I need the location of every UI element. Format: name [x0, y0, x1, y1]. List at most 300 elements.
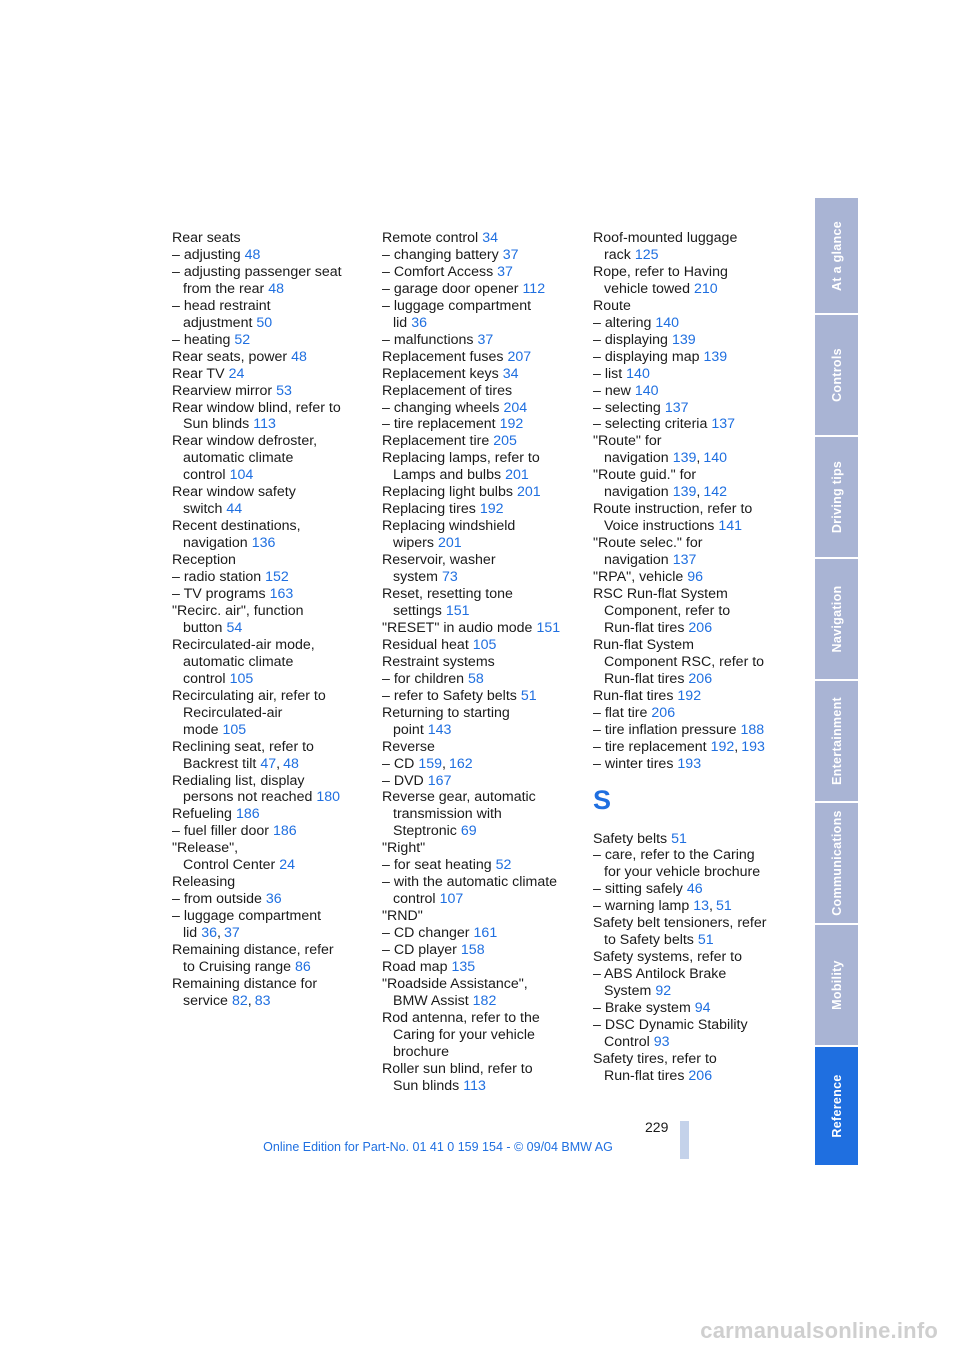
- index-entry: [593, 450, 793, 467]
- page-link[interactable]: 139: [672, 484, 697, 501]
- page-link[interactable]: 34: [502, 365, 519, 382]
- page-link[interactable]: 151: [536, 619, 561, 636]
- page-link[interactable]: 51: [715, 898, 732, 915]
- index-entry: [593, 1017, 793, 1034]
- page-link[interactable]: 206: [688, 619, 713, 636]
- index-entry: [593, 603, 793, 620]
- index-entry: [593, 932, 793, 949]
- index-entry-text: Rear seats, power: [172, 348, 288, 365]
- page-link[interactable]: 182: [472, 992, 497, 1009]
- page-link[interactable]: 135: [451, 958, 476, 975]
- index-entry-text: – for seat heating: [382, 857, 492, 874]
- page-link[interactable]: 141: [718, 518, 743, 535]
- index-entry: [172, 298, 372, 315]
- tab-navigation[interactable]: [815, 559, 858, 681]
- index-entry: [172, 484, 372, 501]
- page-link[interactable]: 180: [316, 789, 341, 806]
- index-entry-text: "Route selec." for: [593, 535, 703, 552]
- index-entry-text: – adjusting passenger seat: [172, 263, 342, 280]
- page-link[interactable]: 163: [269, 586, 294, 603]
- page-link[interactable]: 13: [693, 898, 709, 915]
- index-entry-text: Lamps and bulbs: [393, 467, 502, 484]
- page-link[interactable]: 37: [223, 925, 240, 942]
- index-entry: [593, 433, 793, 450]
- page-link[interactable]: 36: [411, 314, 427, 331]
- index-entry: [382, 1044, 582, 1061]
- index-entry: [382, 1027, 582, 1044]
- index-entry: [382, 349, 582, 366]
- index-entry: [382, 366, 582, 383]
- page-link[interactable]: 93: [653, 1033, 670, 1050]
- index-entry: [382, 891, 582, 908]
- page-link[interactable]: 137: [672, 552, 697, 569]
- index-entry-text: "RPA", vehicle: [593, 569, 684, 586]
- index-entry: [382, 450, 582, 467]
- index-entry: [593, 864, 793, 881]
- tab-label: Reference: [829, 1074, 844, 1138]
- index-entry-text: – luggage compartment: [172, 908, 322, 925]
- page-number: 229: [645, 1119, 669, 1135]
- index-entry-text: Recirculated-air mode,: [172, 636, 315, 653]
- index-entry: [382, 823, 582, 840]
- index-entry: [382, 976, 582, 993]
- page-link[interactable]: 137: [711, 416, 736, 433]
- index-entry-text: Roof-mounted luggage: [593, 230, 738, 246]
- page-link[interactable]: 50: [256, 314, 273, 331]
- index-entry: [382, 315, 582, 332]
- page-link[interactable]: 201: [438, 535, 462, 552]
- index-entry: [172, 637, 372, 654]
- index-entry-text: "RESET" in audio mode: [382, 619, 533, 636]
- index-entry-text: – sitting safely: [593, 881, 683, 898]
- index-entry: [172, 756, 372, 773]
- index-entry-text: – Brake system: [593, 1000, 691, 1017]
- page-link[interactable]: 83: [254, 992, 271, 1009]
- index-entry: [593, 898, 793, 915]
- index-entry-text: – with the automatic climate: [382, 874, 558, 891]
- page-link[interactable]: 82: [231, 992, 248, 1009]
- index-entry-text: Remote control: [382, 230, 479, 246]
- page-link[interactable]: 125: [634, 246, 659, 263]
- index-entry: [382, 857, 582, 874]
- index-entry-text: – tire replacement: [382, 416, 496, 433]
- index-entry: [593, 705, 793, 722]
- index-entry-text: – radio station: [172, 569, 262, 586]
- page-link[interactable]: 201: [516, 484, 541, 501]
- index-entry: [172, 874, 372, 891]
- index-entry-text: – displaying map: [593, 348, 700, 365]
- index-entry-text: Rope, refer to Having: [593, 263, 728, 280]
- index-entry-text: control: [183, 467, 226, 484]
- page-link[interactable]: 161: [473, 925, 498, 942]
- index-entry-text: System: [604, 983, 652, 1000]
- page-link[interactable]: 140: [703, 450, 727, 467]
- page-link[interactable]: 137: [664, 399, 689, 416]
- index-entry: [172, 383, 372, 400]
- index-entry: [382, 637, 582, 654]
- page-link[interactable]: 206: [688, 670, 713, 687]
- index-entry-text: navigation: [604, 484, 669, 501]
- page-link[interactable]: 192: [677, 687, 702, 704]
- index-entry-text: Releasing: [172, 874, 236, 891]
- index-entry-text: Replacing tires: [382, 501, 476, 518]
- index-entry-text: – winter tires: [593, 755, 674, 772]
- index-entry: [382, 264, 582, 281]
- index-entry: [593, 1034, 793, 1051]
- page-link[interactable]: 48: [268, 280, 284, 297]
- page-link[interactable]: 159: [418, 755, 442, 772]
- footer: [0, 1140, 960, 1154]
- index-entry: [382, 298, 582, 315]
- index-entry: [172, 688, 372, 705]
- page-link[interactable]: 162: [448, 755, 473, 772]
- page-link[interactable]: 37: [477, 331, 494, 348]
- index-entry: [172, 349, 372, 366]
- index-entry-text: – CD: [382, 755, 415, 772]
- page-link[interactable]: 51: [520, 687, 537, 704]
- page-link[interactable]: 192: [710, 738, 735, 755]
- index-entry: [593, 637, 793, 654]
- page-link[interactable]: 37: [502, 246, 519, 263]
- page-link[interactable]: 140: [655, 314, 680, 331]
- index-entry: [172, 400, 372, 417]
- index-entry-text: – refer to Safety belts: [382, 687, 517, 704]
- page-link[interactable]: 48: [244, 246, 261, 263]
- page-link[interactable]: 24: [228, 365, 245, 382]
- index-entry-text: Control Center: [183, 857, 276, 874]
- page-link[interactable]: 92: [655, 983, 672, 1000]
- page-link[interactable]: 158: [460, 942, 485, 959]
- page-link[interactable]: 113: [253, 416, 276, 433]
- index-entry: [593, 366, 793, 383]
- index-entry-text: persons not reached: [183, 789, 313, 806]
- page-link[interactable]: 107: [439, 891, 464, 908]
- index-entry-text: Run-flat tires: [593, 687, 674, 704]
- index-entry-text: Reset, resetting tone: [382, 586, 513, 603]
- page-link[interactable]: 44: [226, 501, 243, 518]
- index-entry-text: "Route" for: [593, 433, 662, 450]
- index-entry: [382, 247, 582, 264]
- index-entry: [382, 806, 582, 823]
- index-entry-text: Rod antenna, refer to the: [382, 1009, 540, 1026]
- index-entry: [382, 569, 582, 586]
- index-entry: [172, 806, 372, 823]
- index-entry: [382, 535, 582, 552]
- index-entry: [172, 281, 372, 298]
- index-entry-text: Refueling: [172, 806, 232, 823]
- tab-label: Entertainment: [829, 697, 844, 785]
- index-entry-text: from the rear: [183, 280, 265, 297]
- index-entry: [172, 552, 372, 569]
- page-link[interactable]: 139: [672, 450, 697, 467]
- index-entry-text: "Release",: [172, 840, 239, 857]
- index-entry: [172, 416, 372, 433]
- index-entry: [172, 433, 372, 450]
- index-entry-text: – CD player: [382, 942, 457, 959]
- index-entry-text: Residual heat: [382, 636, 469, 653]
- index-entry-text: Route instruction, refer to: [593, 501, 753, 518]
- page-link[interactable]: 140: [626, 365, 650, 382]
- page-link[interactable]: 53: [276, 382, 292, 399]
- index-entry: [593, 620, 793, 637]
- page-link[interactable]: 105: [472, 636, 497, 653]
- page-separator: ,: [709, 898, 713, 915]
- index-entry: [172, 535, 372, 552]
- index-entry: [382, 773, 582, 790]
- page-separator: ,: [734, 738, 739, 755]
- watermark: carmanualsonline.info: [700, 1318, 938, 1343]
- index-entry-text: Restraint systems: [382, 653, 495, 670]
- tab-label: Communications: [829, 810, 844, 916]
- page-link[interactable]: 139: [671, 331, 696, 348]
- page-link[interactable]: 142: [703, 484, 727, 501]
- index-entry-text: Redialing list, display: [172, 772, 305, 789]
- index-entry-text: point: [393, 721, 424, 738]
- page-link[interactable]: 24: [279, 857, 296, 874]
- index-entry-text: Replacement fuses: [382, 348, 504, 365]
- index-entry: [593, 416, 793, 433]
- index-entry: [172, 315, 372, 332]
- page-link[interactable]: 37: [497, 263, 513, 280]
- page-link[interactable]: 113: [463, 1077, 486, 1094]
- index-entry: [593, 722, 793, 739]
- index-entry-text: automatic climate: [183, 653, 294, 670]
- index-entry-text: – luggage compartment: [382, 297, 532, 314]
- index-entry-text: Rear window blind, refer to: [172, 399, 341, 416]
- index-entry: [382, 603, 582, 620]
- page-link[interactable]: 188: [740, 721, 765, 738]
- index-entry-text: Run-flat System: [593, 636, 694, 653]
- index-entry-text: Voice instructions: [604, 518, 715, 535]
- index-entry: [593, 881, 793, 898]
- index-entry-text: Roller sun blind, refer to: [382, 1060, 533, 1077]
- index-entry-text: to Cruising range: [183, 958, 292, 975]
- page-link[interactable]: 151: [445, 602, 470, 619]
- page-link[interactable]: 48: [283, 755, 299, 772]
- index-entry: [172, 467, 372, 484]
- index-entry-text: navigation: [604, 450, 669, 467]
- page-link[interactable]: 34: [482, 230, 498, 246]
- page-link[interactable]: 69: [460, 823, 477, 840]
- index-letter-heading: S: [593, 784, 612, 815]
- index-entry-text: brochure: [393, 1043, 449, 1060]
- index-entry: [172, 332, 372, 349]
- page-link[interactable]: 167: [427, 772, 452, 789]
- tab-controls[interactable]: [815, 315, 858, 437]
- page-link[interactable]: 192: [499, 416, 524, 433]
- index-entry: [172, 908, 372, 925]
- index-entry: [382, 467, 582, 484]
- index-entry: [382, 620, 582, 637]
- index-entry: [593, 847, 793, 864]
- index-entry-text: Backrest tilt: [183, 755, 257, 772]
- index-entry-text: – tire replacement: [593, 738, 707, 755]
- tab-label: Controls: [829, 348, 844, 402]
- index-entry-text: Control: [604, 1033, 650, 1050]
- page-link[interactable]: 105: [229, 670, 254, 687]
- tab-at-a-glance[interactable]: [815, 198, 858, 315]
- index-entry-text: Sun blinds: [393, 1077, 460, 1094]
- index-entry-text: Rear window defroster,: [172, 433, 318, 450]
- index-entry-text: transmission with: [393, 806, 502, 823]
- index-entry-text: "RND": [382, 908, 423, 925]
- index-entry: [382, 789, 582, 806]
- index-entry-text: BMW Assist: [393, 992, 469, 1009]
- index-entry-text: RSC Run-flat System: [593, 586, 728, 603]
- index-entry-text: Remaining distance, refer: [172, 942, 334, 959]
- index-entry-text: – fuel filler door: [172, 823, 269, 840]
- index-entry: [382, 400, 582, 417]
- footer-text: Online Edition for Part-No. 01 41 0 159 154 - © 09/04 BMW AG: [263, 1140, 613, 1154]
- index-entry-text: Safety tires, refer to: [593, 1050, 717, 1067]
- index-entry-text: – changing battery: [382, 246, 499, 263]
- page-link[interactable]: 48: [291, 348, 307, 365]
- page-link[interactable]: 186: [273, 823, 297, 840]
- index-entry-text: navigation: [604, 552, 669, 569]
- page-link[interactable]: 51: [671, 830, 687, 847]
- page-link[interactable]: 136: [251, 535, 276, 552]
- index-entry: [593, 966, 793, 983]
- index-entry-text: – flat tire: [593, 704, 648, 721]
- index-entry: [593, 501, 793, 518]
- page-link[interactable]: 58: [468, 670, 484, 687]
- index-entry-text: – tire inflation pressure: [593, 721, 737, 738]
- index-entry-text: "Right": [382, 840, 426, 857]
- index-entry: [593, 654, 793, 671]
- page-link[interactable]: 204: [503, 399, 528, 416]
- index-entry: [172, 671, 372, 688]
- page-link[interactable]: 51: [697, 932, 714, 949]
- page-link[interactable]: 94: [694, 1000, 711, 1017]
- page-link[interactable]: 96: [687, 569, 704, 586]
- index-entry: [593, 569, 793, 586]
- index-entry: [172, 450, 372, 467]
- index-entry: [382, 942, 582, 959]
- index-entry: [593, 383, 793, 400]
- page-link[interactable]: 112: [522, 280, 546, 297]
- page-link[interactable]: 86: [295, 958, 311, 975]
- tab-entertainment[interactable]: [815, 681, 858, 803]
- page-link[interactable]: 36: [265, 891, 282, 908]
- index-entry-text: – changing wheels: [382, 399, 500, 416]
- page-link[interactable]: 207: [507, 348, 532, 365]
- tab-mobility[interactable]: [815, 925, 858, 1047]
- index-entry: [382, 383, 582, 400]
- index-entry: [382, 959, 582, 976]
- index-entry: [593, 831, 793, 848]
- index-entry-text: control: [183, 670, 226, 687]
- page-link[interactable]: 193: [677, 755, 702, 772]
- page-link[interactable]: 210: [693, 280, 718, 297]
- page-link[interactable]: 52: [234, 331, 251, 348]
- index-entry-text: – DVD: [382, 772, 424, 789]
- index-entry-text: button: [183, 619, 223, 636]
- index-entry: [382, 416, 582, 433]
- page-link[interactable]: 54: [226, 619, 243, 636]
- page-link[interactable]: 105: [222, 721, 247, 738]
- index-entry-text: adjustment: [183, 314, 253, 331]
- index-entry-text: Replacement keys: [382, 365, 499, 382]
- index-column-3: [593, 230, 793, 1085]
- tab-label: At a glance: [829, 220, 844, 291]
- index-entry-text: Safety belts: [593, 830, 668, 847]
- index-entry: [382, 518, 582, 535]
- page-link[interactable]: 140: [634, 382, 659, 399]
- page-link[interactable]: 152: [265, 569, 289, 586]
- page-link[interactable]: 46: [686, 881, 703, 898]
- index-entry: [593, 247, 793, 264]
- page-link[interactable]: 206: [651, 704, 676, 721]
- page-separator: ,: [276, 755, 281, 772]
- index-entry: [593, 281, 793, 298]
- index-entry: [172, 586, 372, 603]
- page-separator: ,: [247, 992, 252, 1009]
- index-entry-text: Rear window safety: [172, 484, 296, 501]
- index-entry: [593, 518, 793, 535]
- page-link[interactable]: 143: [427, 721, 452, 738]
- page-separator: ,: [696, 450, 701, 467]
- page-link[interactable]: 139: [703, 348, 728, 365]
- index-entry-text: – TV programs: [172, 586, 266, 603]
- index-entry: [382, 332, 582, 349]
- index-entry: [172, 857, 372, 874]
- index-entry: [593, 915, 793, 932]
- index-entry-text: switch: [183, 501, 223, 518]
- page-link[interactable]: 104: [229, 467, 254, 484]
- index-entry: [172, 959, 372, 976]
- index-entry: [382, 874, 582, 891]
- index-entry-text: Returning to starting: [382, 704, 510, 721]
- index-entry: [593, 1000, 793, 1017]
- index-entry-text: "Roadside Assistance",: [382, 975, 528, 992]
- index-entry: [382, 993, 582, 1010]
- tab-driving-tips[interactable]: [815, 437, 858, 559]
- index-entry: [593, 315, 793, 332]
- index-entry-text: mode: [183, 721, 219, 738]
- index-entry: [382, 671, 582, 688]
- index-entry-text: "Route guid." for: [593, 467, 697, 484]
- index-column-2: [382, 230, 582, 1095]
- page-link[interactable]: 36: [201, 925, 217, 942]
- page-link[interactable]: 47: [260, 755, 277, 772]
- page-link[interactable]: 193: [741, 738, 765, 755]
- index-entry-text: – DSC Dynamic Stability: [593, 1016, 748, 1033]
- index-entry: [593, 349, 793, 366]
- tab-communications[interactable]: [815, 803, 858, 925]
- page-link[interactable]: 52: [495, 857, 512, 874]
- index-entry-text: – list: [593, 365, 623, 382]
- index-entry: [382, 1078, 582, 1095]
- page-link[interactable]: 206: [688, 1067, 713, 1084]
- index-entry-text: automatic climate: [183, 450, 294, 467]
- page-link[interactable]: 73: [441, 569, 458, 586]
- index-entry-text: Reservoir, washer: [382, 552, 496, 569]
- index-entry: [172, 925, 372, 942]
- index-entry: [382, 1061, 582, 1078]
- index-entry: [172, 501, 372, 518]
- page-link[interactable]: 201: [505, 467, 529, 484]
- index-entry-text: Component, refer to: [604, 602, 731, 619]
- page-link[interactable]: 186: [235, 806, 260, 823]
- page-separator: ,: [696, 484, 701, 501]
- index-entry-text: Reception: [172, 552, 236, 569]
- page-link[interactable]: 205: [493, 433, 517, 450]
- index-entry-text: – ABS Antilock Brake: [593, 966, 727, 983]
- index-entry-text: navigation: [183, 535, 248, 552]
- index-entry-text: Safety systems, refer to: [593, 949, 743, 966]
- index-entry-text: system: [393, 569, 438, 586]
- page-link[interactable]: 192: [479, 501, 504, 518]
